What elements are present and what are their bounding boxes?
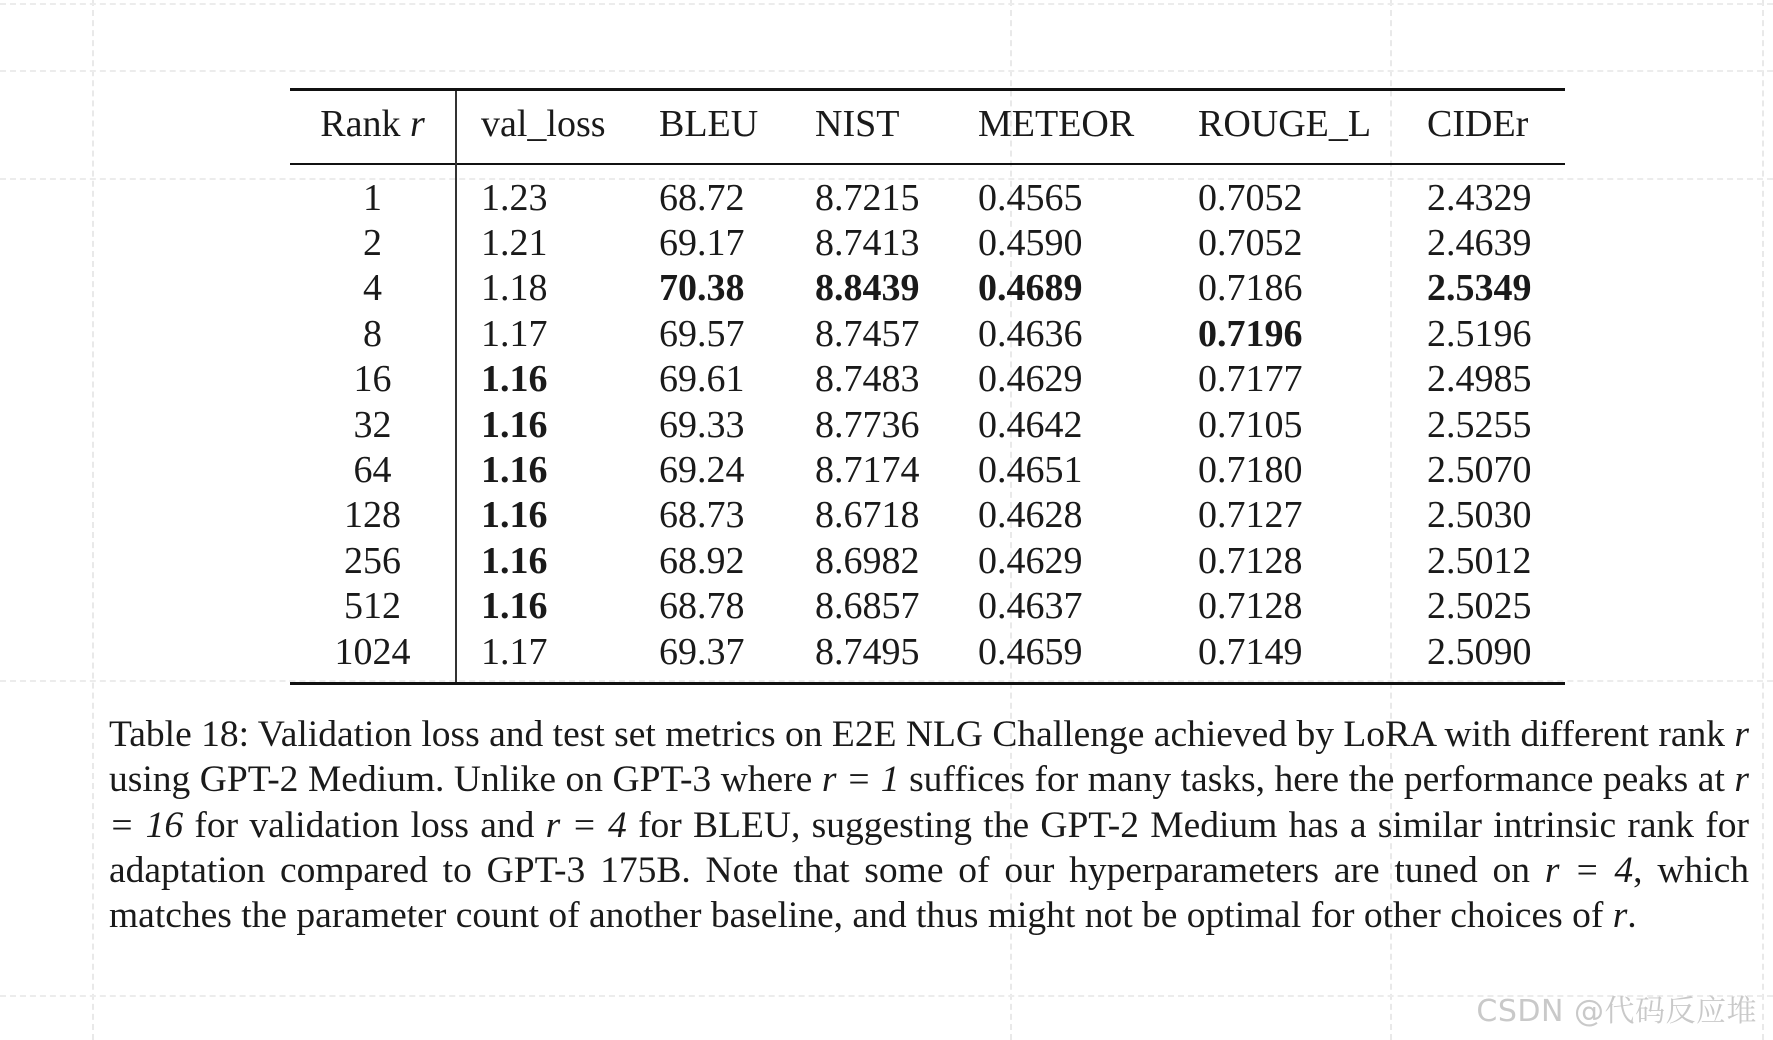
caption-segment: Validation loss and test set metrics on E2E NLG Challenge achieved by LoRA with different rank — [249, 714, 1735, 755]
header-cider: CIDEr — [1427, 103, 1529, 145]
table-row — [290, 220, 1565, 265]
header-rank — [290, 90, 456, 165]
header-bleu: BLEU — [659, 103, 759, 145]
cell-val-loss-best: 1.16 — [481, 539, 548, 582]
table-row — [290, 584, 1565, 629]
header-val-loss: val_loss — [481, 103, 606, 145]
table-row — [290, 357, 1565, 402]
cell-meteor: 0.4629 — [978, 539, 1083, 582]
cell-rank: 512 — [290, 584, 456, 629]
caption-text — [109, 712, 1749, 938]
cell-val-loss: 1.17 — [481, 630, 548, 673]
cell-cider: 2.4329 — [1427, 176, 1532, 219]
cell-meteor: 0.4637 — [978, 585, 1083, 628]
cell-rouge-l-best: 0.7196 — [1198, 312, 1303, 355]
results-table-container — [290, 88, 1565, 685]
cell-cider: 2.4639 — [1427, 222, 1532, 265]
cell-rank: 32 — [290, 402, 456, 447]
cell-rouge-l: 0.7127 — [1198, 494, 1303, 537]
table-row — [290, 266, 1565, 311]
cell-nist: 8.7736 — [815, 403, 920, 446]
results-table — [290, 88, 1565, 685]
cell-nist: 8.7483 — [815, 358, 920, 401]
cell-nist: 8.7174 — [815, 449, 920, 492]
header-nist: NIST — [815, 103, 900, 145]
cell-bleu: 69.24 — [659, 449, 745, 492]
cell-cider: 2.5030 — [1427, 494, 1532, 537]
cell-cider: 2.5090 — [1427, 630, 1532, 673]
cell-rouge-l: 0.7128 — [1198, 585, 1303, 628]
cell-meteor: 0.4651 — [978, 449, 1083, 492]
cell-meteor: 0.4628 — [978, 494, 1083, 537]
cell-bleu: 68.72 — [659, 176, 745, 219]
caption-math-r: r — [1612, 895, 1628, 937]
header-rouge-l: ROUGE_L — [1198, 103, 1372, 145]
cell-val-loss: 1.23 — [481, 176, 548, 219]
cell-rank: 128 — [290, 493, 456, 538]
cell-cider-best: 2.5349 — [1427, 267, 1532, 310]
table-header-row — [290, 90, 1565, 165]
cell-cider: 2.5012 — [1427, 539, 1532, 582]
cell-rouge-l: 0.7105 — [1198, 403, 1303, 446]
table-row — [290, 538, 1565, 583]
header-rank-var: r — [409, 103, 425, 145]
cell-rank: 256 — [290, 538, 456, 583]
caption-math-eq: r = 4 — [545, 804, 627, 846]
csdn-watermark: CSDN @代码反应堆 — [1476, 994, 1757, 1029]
cell-val-loss-best: 1.16 — [481, 403, 548, 446]
cell-val-loss: 1.17 — [481, 312, 548, 355]
cell-rouge-l: 0.7052 — [1198, 222, 1303, 265]
cell-val-loss-best: 1.16 — [481, 358, 548, 401]
cell-cider: 2.5025 — [1427, 585, 1532, 628]
cell-rouge-l: 0.7180 — [1198, 449, 1303, 492]
cell-meteor: 0.4590 — [978, 222, 1083, 265]
cell-bleu-best: 70.38 — [659, 267, 745, 310]
table-row — [290, 447, 1565, 492]
cell-nist: 8.6857 — [815, 585, 920, 628]
caption-segment: for BLEU, suggesting the GPT-2 Medium has a similar intrinsic rank for adaptation compared to GPT-3 175B. Note that some of our hyperparameters are tuned on — [109, 804, 1749, 891]
cell-rank: 4 — [290, 266, 456, 311]
cell-cider: 2.5070 — [1427, 449, 1532, 492]
caption-math-eq: r = 4 — [1544, 849, 1634, 891]
cell-nist: 8.6982 — [815, 539, 920, 582]
caption-math-eq: r = 1 — [821, 759, 900, 801]
cell-rouge-l: 0.7186 — [1198, 267, 1303, 310]
cell-rouge-l: 0.7149 — [1198, 630, 1303, 673]
cell-rank: 2 — [290, 220, 456, 265]
cell-rouge-l: 0.7177 — [1198, 358, 1303, 401]
cell-bleu: 69.57 — [659, 312, 745, 355]
table-row — [290, 164, 1565, 220]
cell-rank: 16 — [290, 357, 456, 402]
cell-rank: 64 — [290, 447, 456, 492]
header-rank-label: Rank — [320, 103, 401, 145]
cell-cider: 2.5255 — [1427, 403, 1532, 446]
table-row — [290, 311, 1565, 356]
caption-math-eq: r = 16 — [109, 759, 1749, 846]
cell-nist: 8.6718 — [815, 494, 920, 537]
table-row — [290, 629, 1565, 684]
caption-math-r: r — [1734, 714, 1749, 755]
caption-segment: using GPT-2 Medium. Unlike on GPT-3 where — [109, 759, 822, 801]
cell-nist: 8.7215 — [815, 176, 920, 219]
cell-bleu: 68.73 — [659, 494, 745, 537]
cell-meteor: 0.4659 — [978, 630, 1083, 673]
cell-meteor: 0.4636 — [978, 312, 1083, 355]
cell-meteor-best: 0.4689 — [978, 267, 1083, 310]
cell-bleu: 68.78 — [659, 585, 745, 628]
cell-val-loss-best: 1.16 — [481, 449, 548, 492]
cell-meteor: 0.4565 — [978, 176, 1083, 219]
cell-val-loss: 1.18 — [481, 267, 548, 310]
cell-cider: 2.5196 — [1427, 312, 1532, 355]
header-meteor: METEOR — [978, 103, 1135, 145]
table-row — [290, 402, 1565, 447]
cell-meteor: 0.4629 — [978, 358, 1083, 401]
table-caption — [109, 712, 1749, 938]
cell-rank: 1 — [290, 164, 456, 220]
table-row — [290, 493, 1565, 538]
cell-val-loss-best: 1.16 — [481, 585, 548, 628]
cell-cider: 2.4985 — [1427, 358, 1532, 401]
cell-val-loss-best: 1.16 — [481, 494, 548, 537]
cell-bleu: 69.37 — [659, 630, 745, 673]
caption-segment: for validation loss and — [183, 804, 546, 846]
cell-val-loss: 1.21 — [481, 222, 548, 265]
caption-segment: , which matches the parameter count of another baseline, and thus might not be optimal for other choices of — [109, 849, 1749, 937]
cell-nist: 8.7457 — [815, 312, 920, 355]
cell-bleu: 68.92 — [659, 539, 745, 582]
cell-bleu: 69.61 — [659, 358, 745, 401]
cell-rank: 8 — [290, 311, 456, 356]
cell-rouge-l: 0.7128 — [1198, 539, 1303, 582]
caption-segment: . — [1627, 895, 1637, 937]
cell-nist: 8.7495 — [815, 630, 920, 673]
cell-meteor: 0.4642 — [978, 403, 1083, 446]
caption-label: Table 18: — [109, 714, 250, 755]
cell-nist-best: 8.8439 — [815, 267, 920, 310]
caption-segment: suffices for many tasks, here the performance peaks at — [899, 759, 1735, 801]
cell-bleu: 69.33 — [659, 403, 745, 446]
cell-nist: 8.7413 — [815, 222, 920, 265]
cell-rank: 1024 — [290, 629, 456, 684]
cell-bleu: 69.17 — [659, 222, 745, 265]
cell-rouge-l: 0.7052 — [1198, 176, 1303, 219]
